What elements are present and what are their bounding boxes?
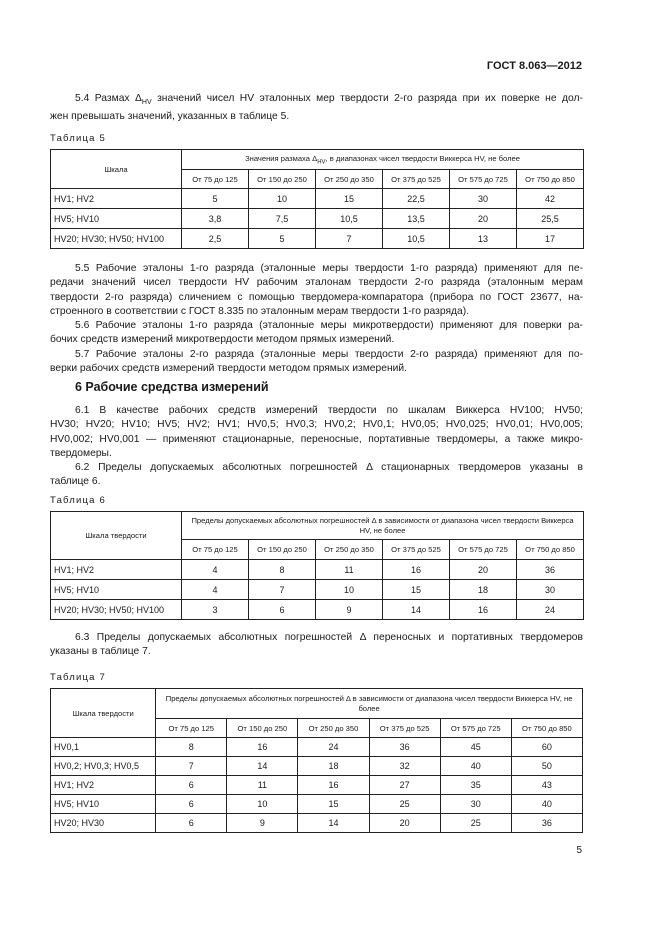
table-5-scale-header: Шкала bbox=[51, 150, 182, 189]
p54-text-a: 5.4 Размах bbox=[75, 93, 136, 104]
table-7-scale-header: Шкала твердости bbox=[51, 689, 156, 738]
table-row: HV5; HV10 3,8 7,5 10,5 13,5 20 25,5 bbox=[51, 209, 584, 229]
table-6 bbox=[50, 511, 584, 620]
table-6-scale-header: Шкала твердости bbox=[51, 512, 182, 560]
range-header: От 250 до 350 bbox=[316, 540, 383, 560]
table-row: HV1; HV2 6 11 16 27 35 43 bbox=[51, 776, 583, 795]
table-row: HV1; HV2 4 8 11 16 20 36 bbox=[51, 560, 584, 580]
hv-subscript: HV bbox=[141, 99, 152, 107]
table-row: HV20; HV30 6 9 14 20 25 36 bbox=[51, 814, 583, 833]
table-7 bbox=[50, 688, 583, 833]
paragraph-6-1: 6.1 В качестве рабочих средств измерений твердости по шкалам Виккерса HV100; HV50; HV30; HV20; HV10; HV5; HV2; HV1; HV0,5; HV0,3; HV0,2; HV0,1; HV0,05; HV0,025; HV0,01; HV0,005; HV0,002; HV0,001 — применяют стационарные, переносные, портативные твердомеры, а также микро- твердомеры. bbox=[50, 405, 583, 459]
table-5-group-header: Значения размаха $\Delta_{HV}$, в диапазонах чисел твердости Виккерса HV, не более bbox=[182, 150, 584, 170]
document-id: ГОСТ 8.063—2012 bbox=[486, 60, 582, 72]
range-header: От 75 до 125 bbox=[156, 719, 227, 738]
table-row: HV20; HV30; HV50; HV100 3 6 9 14 16 24 bbox=[51, 600, 584, 620]
delta-symbol: Δ bbox=[135, 93, 142, 104]
paragraph-5-4 bbox=[50, 92, 583, 125]
range-header: От 575 до 725 bbox=[440, 719, 511, 738]
table-6-caption: Таблица 6 bbox=[50, 495, 106, 506]
range-header: От 575 до 725 bbox=[450, 170, 517, 189]
range-header: От 75 до 125 bbox=[182, 540, 249, 560]
page-number: 5 bbox=[576, 845, 582, 856]
table-row: HV0,2; HV0,3; HV0,5 7 14 18 32 40 50 bbox=[51, 757, 583, 776]
paragraph-6-2: 6.2 Пределы допускаемых абсолютных погрешностей Δ стационарных твердомеров указаны в таблице 6. bbox=[50, 462, 583, 488]
table-5 bbox=[50, 149, 584, 249]
range-header: От 750 до 850 bbox=[517, 170, 584, 189]
table-row: HV1; HV2 5 10 15 22,5 30 42 bbox=[51, 189, 584, 209]
table-7-group-header: Пределы допускаемых абсолютных погрешностей Δ в зависимости от диапазона чисел твердости Виккерса HV, не более bbox=[156, 689, 583, 719]
range-header: От 150 до 250 bbox=[249, 540, 316, 560]
paragraph-5-6: 5.6 Рабочие эталоны 1-го разряда (эталонные меры микротвердости) применяют для поверки ра- бочих средств измерений микротвердости методом прямых измерений. bbox=[50, 320, 583, 346]
range-header: От 375 до 525 bbox=[383, 540, 450, 560]
paragraph-6-3: 6.3 Пределы допускаемых абсолютных погрешностей Δ переносных и портативных твердомеров указаны в таблице 7. bbox=[50, 632, 583, 658]
table-row: HV20; HV30; HV50; HV100 2,5 5 7 10,5 13 17 bbox=[51, 229, 584, 249]
table-row: HV5; HV10 6 10 15 25 30 40 bbox=[51, 795, 583, 814]
section-6-heading: 6 Рабочие средства измерений bbox=[75, 380, 269, 394]
range-header: От 750 до 850 bbox=[517, 540, 584, 560]
range-header: От 150 до 250 bbox=[249, 170, 316, 189]
table-7-caption: Таблица 7 bbox=[50, 672, 106, 683]
range-header: От 750 до 850 bbox=[511, 719, 582, 738]
range-header: От 250 до 350 bbox=[316, 170, 383, 189]
table-5-caption: Таблица 5 bbox=[50, 133, 106, 144]
range-header: От 575 до 725 bbox=[450, 540, 517, 560]
range-header: От 150 до 250 bbox=[227, 719, 298, 738]
p54-text-b: значений чисел HV эталонных мер твердости 2-го разряда при их поверке не дол- bbox=[151, 93, 583, 104]
p54-line-2: жен превышать значений, указанных в таблице 5. bbox=[50, 111, 290, 123]
paragraph-5-5: 5.5 Рабочие эталоны 1-го разряда (эталонные меры твердости 1-го разряда) применяют для пе- редачи значений чисел твердости HV рабочим эталонам твердости 2-го разряда (эталонным мерам твердости 2-го разряда) сличением с помощью твердомера-компаратора (прибора по ГОСТ 23677, на- строенного в соответствии с ГОСТ 8.335 по эталонным мерам твердости 1-го разряда). bbox=[50, 263, 583, 317]
table-row: HV5; HV10 4 7 10 15 18 30 bbox=[51, 580, 584, 600]
range-header: От 250 до 350 bbox=[298, 719, 369, 738]
range-header: От 375 до 525 bbox=[383, 170, 450, 189]
paragraph-5-7: 5.7 Рабочие эталоны 2-го разряда (эталонные меры твердости 2-го разряда) применяют для по- верки рабочих средств измерений твердости методом прямых измерений. bbox=[50, 349, 583, 375]
range-header: От 375 до 525 bbox=[369, 719, 440, 738]
table-6-group-header: Пределы допускаемых абсолютных погрешностей Δ в зависимости от диапазона чисел твердости Виккерса HV, не более bbox=[182, 512, 584, 540]
table-row: HV0,1 8 16 24 36 45 60 bbox=[51, 738, 583, 757]
range-header: От 75 до 125 bbox=[182, 170, 249, 189]
